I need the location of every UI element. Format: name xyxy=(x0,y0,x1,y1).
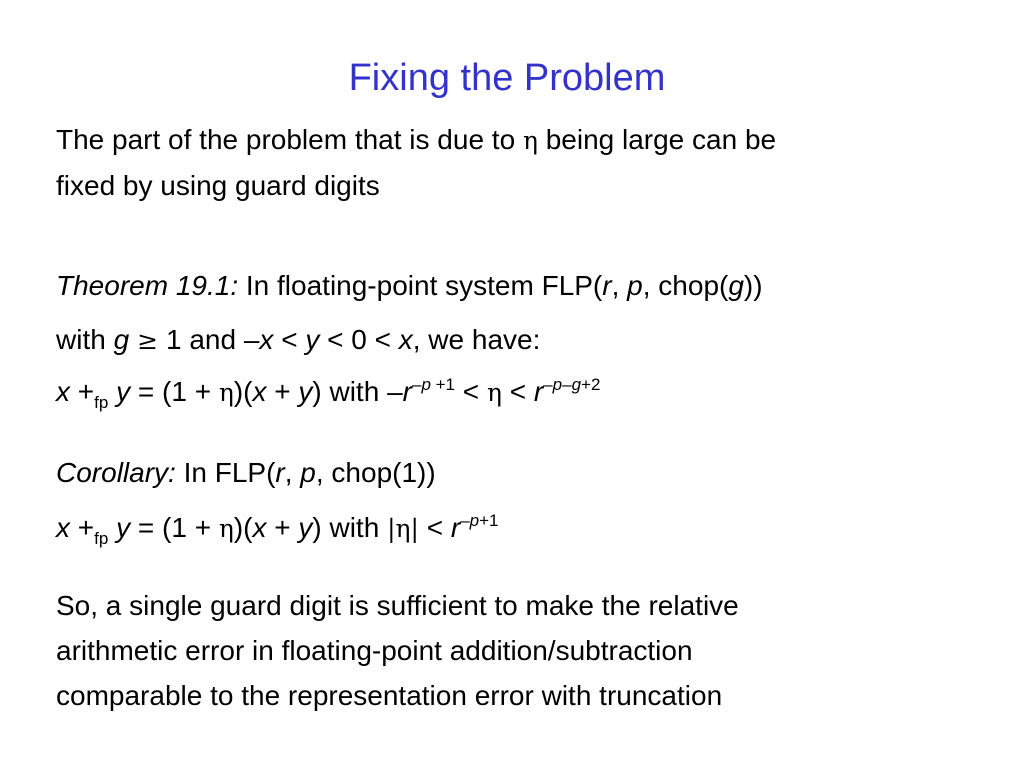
var-r: r xyxy=(275,457,285,488)
eta-symbol: η xyxy=(522,126,538,155)
theorem-text: , we have: xyxy=(412,324,541,355)
exp-text: – xyxy=(460,511,470,530)
var-y: y xyxy=(108,512,131,543)
theorem-text: )) xyxy=(743,270,763,301)
corollary-label: Corollary: xyxy=(56,457,176,488)
conclusion-line-2 xyxy=(56,631,693,671)
eta-symbol: η xyxy=(395,514,411,543)
intro-line-1 xyxy=(56,120,776,161)
formula-text: + xyxy=(266,376,299,407)
formula-text: )( xyxy=(233,512,253,543)
var-p: p xyxy=(300,457,316,488)
theorem-text: In floating-point system FLP( xyxy=(238,270,603,301)
var-r: r xyxy=(602,270,612,301)
var-r: r xyxy=(533,376,544,407)
formula-text: < xyxy=(455,376,487,407)
comma: , xyxy=(611,270,628,301)
formula-text: )( xyxy=(233,376,253,407)
theorem-line-3 xyxy=(56,372,600,413)
exponent-1 xyxy=(412,375,455,394)
formula-text: = (1 + xyxy=(130,376,219,407)
geq-symbol: ≥ xyxy=(129,326,166,355)
exponent-3 xyxy=(460,511,498,530)
corollary-text: , chop(1)) xyxy=(315,457,436,488)
var-r: r xyxy=(450,512,461,543)
abs-bar: | xyxy=(410,514,419,543)
exp-text: +1 xyxy=(479,511,499,530)
corollary-text: In FLP( xyxy=(175,457,276,488)
theorem-text: with xyxy=(56,324,114,355)
theorem-line-1 xyxy=(56,266,763,306)
plus-op: + xyxy=(70,512,95,543)
fp-subscript: fp xyxy=(94,393,109,412)
var-g: g xyxy=(728,270,744,301)
exp-text: – xyxy=(543,375,553,394)
formula-text: + xyxy=(266,512,299,543)
exp-text: – xyxy=(562,375,572,394)
exp-text: – xyxy=(411,375,422,394)
exp-text: +1 xyxy=(430,375,456,394)
conclusion-line-3 xyxy=(56,676,722,716)
exponent-2 xyxy=(543,375,600,394)
theorem-text: < xyxy=(273,324,306,355)
corollary-line-2 xyxy=(56,508,499,549)
eta-symbol: η xyxy=(218,514,234,543)
exp-text: +2 xyxy=(581,375,601,394)
var-p: p xyxy=(421,375,431,394)
var-y: y xyxy=(298,512,313,543)
var-x: x xyxy=(56,376,70,407)
var-p: p xyxy=(469,511,480,530)
formula-text: < xyxy=(418,512,451,543)
comma: , xyxy=(284,457,301,488)
var-r: r xyxy=(402,376,412,407)
var-p: p xyxy=(627,270,643,301)
plus-op: + xyxy=(70,376,95,407)
var-y: y xyxy=(108,376,131,407)
intro-text-b: being large can be xyxy=(537,124,777,155)
var-p: p xyxy=(552,375,563,394)
conclusion-text: arithmetic error in floating-point addition/subtraction xyxy=(56,635,693,666)
conclusion-text: So, a single guard digit is sufficient to make the relative xyxy=(56,590,739,621)
formula-text: = (1 + xyxy=(130,512,219,543)
eta-symbol: η xyxy=(218,378,234,407)
theorem-text: < 0 < xyxy=(319,324,399,355)
theorem-line-2 xyxy=(56,320,540,361)
slide-title: Fixing the Problem xyxy=(348,57,666,99)
formula-text: < xyxy=(501,376,534,407)
var-y: y xyxy=(298,376,313,407)
fp-subscript: fp xyxy=(94,529,109,548)
conclusion-text: comparable to the representation error with truncation xyxy=(56,680,723,711)
theorem-text: 1 and – xyxy=(166,324,260,355)
theorem-label: Theorem 19.1: xyxy=(56,270,239,301)
intro-text-a: The part of the problem that is due to xyxy=(56,124,523,155)
abs-bar: | xyxy=(387,514,396,543)
var-x: x xyxy=(259,324,274,355)
intro-line-2 xyxy=(56,166,380,206)
var-g: g xyxy=(113,324,130,355)
var-y: y xyxy=(305,324,320,355)
formula-text: ) with xyxy=(312,512,388,543)
conclusion-line-1 xyxy=(56,586,739,626)
var-x: x xyxy=(398,324,413,355)
formula-text: ) with – xyxy=(312,376,403,407)
eta-symbol: η xyxy=(486,378,502,407)
var-g: g xyxy=(571,375,582,394)
corollary-line-1 xyxy=(56,453,436,493)
theorem-text: , chop( xyxy=(642,270,729,301)
intro-text-c: fixed by using guard digits xyxy=(56,170,380,201)
var-x: x xyxy=(56,512,70,543)
var-x: x xyxy=(252,376,267,407)
var-x: x xyxy=(252,512,267,543)
